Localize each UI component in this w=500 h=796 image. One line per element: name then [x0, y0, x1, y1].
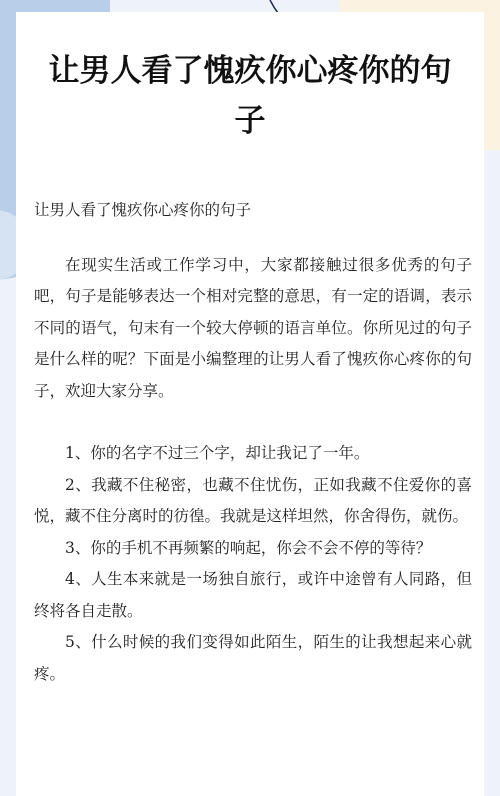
- article-subtitle: 让男人看了愧疚你心疼你的句子: [34, 201, 252, 219]
- list-item: 3、你的手机不再频繁的响起，你会不会不停的等待？: [65, 538, 432, 557]
- list-item: 4、人生本来就是一场独自旅行，或许中途曾有人同路，但终将各自走散。: [34, 570, 472, 620]
- intro-paragraph: 在现实生活或工作学习中，大家都接触过很多优秀的句子吧，句子是能够表达一个相对完整的意思，有一定的语调，表示不同的语气，句末有一个较大停顿的语言单位。你所见过的句子是什么样的呢？下面是小编整理的让男人看了愧疚你心疼你的句子，欢迎大家分享。: [34, 255, 472, 400]
- list-item: 5、什么时候的我们变得如此陌生，陌生的让我想起来心就疼。: [34, 633, 472, 683]
- list-item: 1、你的名字不过三个字，却让我记了一年。: [65, 444, 370, 462]
- article-body: [34, 195, 472, 690]
- article-card: [16, 12, 484, 796]
- page-title: 让男人看了愧疚你心疼你的句子: [48, 53, 452, 139]
- list-item: 2、我藏不住秘密，也藏不住忧伤，正如我藏不住爱你的喜悦，藏不住分离时的彷徨。我就是这样坦然，你舍得伤，就伤。: [34, 475, 472, 525]
